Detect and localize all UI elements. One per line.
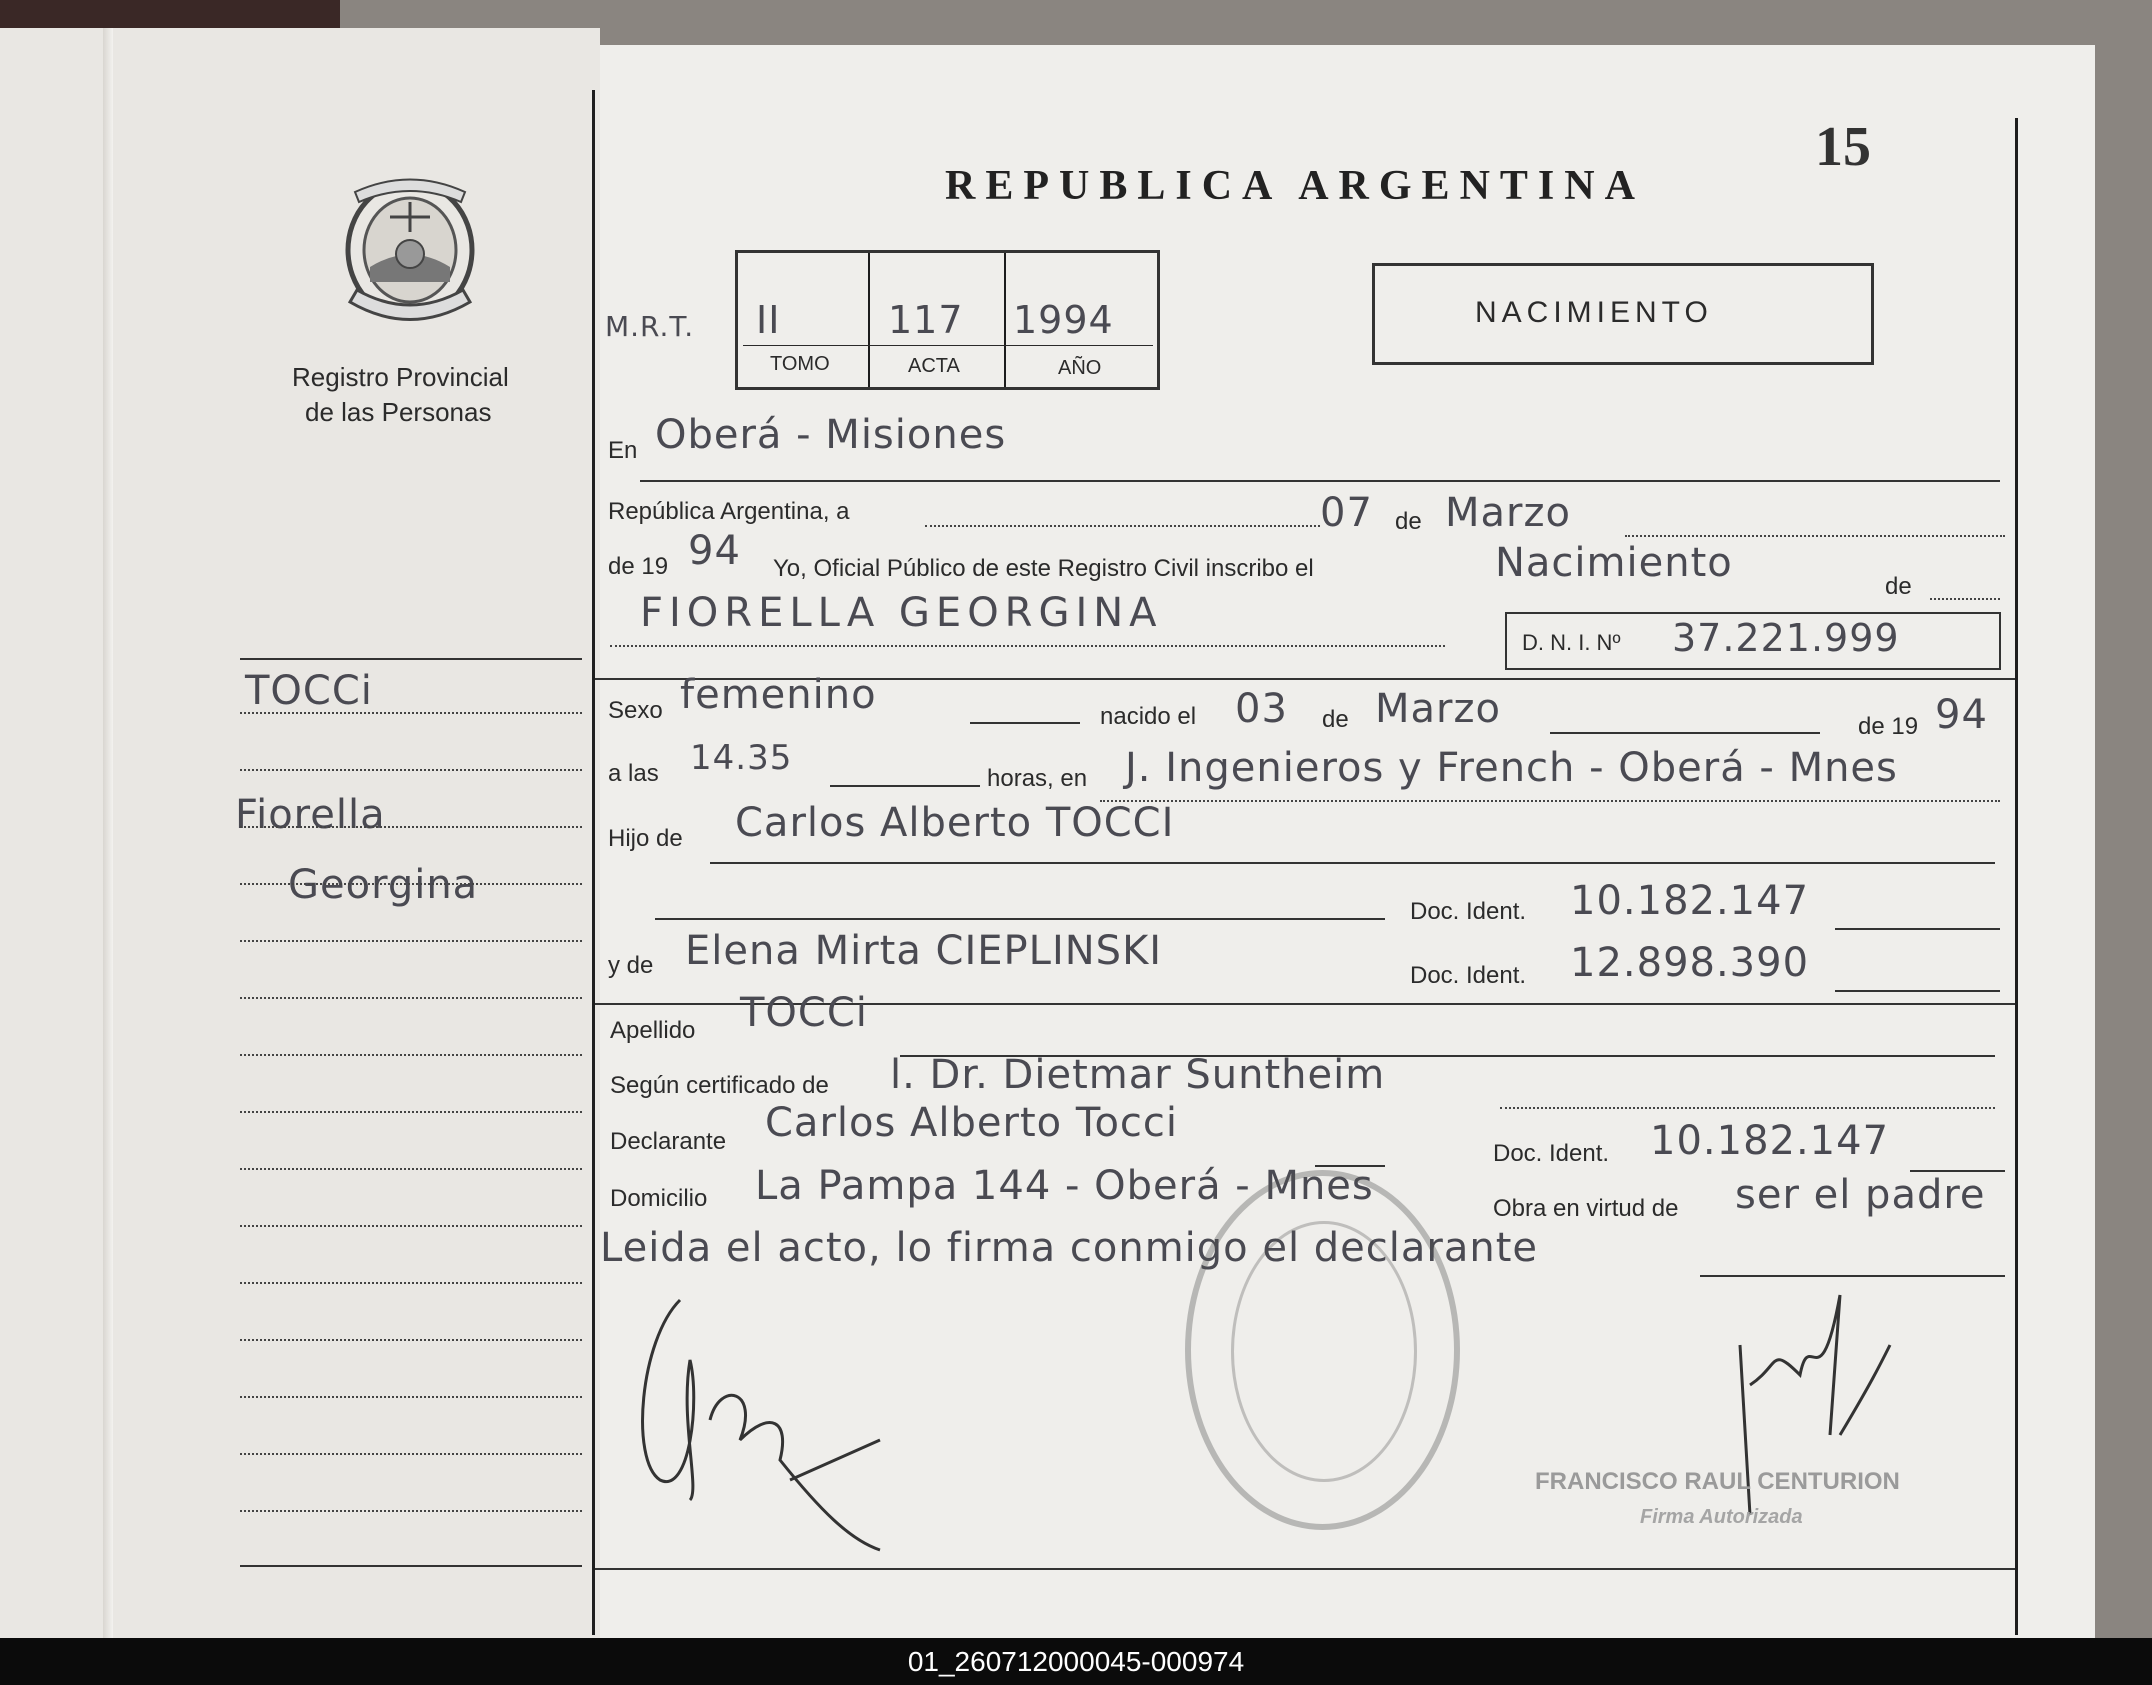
tomo-value: II bbox=[756, 298, 781, 342]
act-word-value: Nacimiento bbox=[1495, 540, 1733, 586]
margin-dotted-line bbox=[240, 1282, 582, 1284]
en-label: En bbox=[608, 437, 638, 464]
republica-label: República Argentina, a bbox=[608, 498, 850, 525]
de19-label-2: de 19 bbox=[1858, 713, 1919, 740]
birth-place-value: J. Ingenieros y French - Oberá - Mnes bbox=[1125, 745, 1898, 791]
domicilio-value: La Pampa 144 - Oberá - Mnes bbox=[755, 1163, 1374, 1209]
page-number: 15 bbox=[1815, 116, 1871, 178]
de-label-3: de bbox=[1322, 706, 1349, 733]
de19-label: de 19 bbox=[608, 553, 669, 580]
margin-dotted-line bbox=[240, 1396, 582, 1398]
margin-dotted-line bbox=[240, 997, 582, 999]
ano-value: 1994 bbox=[1013, 298, 1114, 342]
birth-day-value: 03 bbox=[1235, 686, 1288, 732]
doc-label-3: Doc. Ident. bbox=[1493, 1140, 1610, 1167]
misiones-seal-icon bbox=[335, 172, 485, 332]
margin-dotted-line bbox=[240, 1111, 582, 1113]
margin-dotted-line bbox=[240, 769, 582, 771]
doc-label: Doc. Ident. bbox=[1410, 898, 1527, 925]
closing-text: Leida el acto, lo firma conmigo el declarante bbox=[600, 1225, 1539, 1271]
book-edge bbox=[0, 0, 340, 30]
record-number-box bbox=[735, 250, 1160, 390]
birth-month-value: Marzo bbox=[1375, 686, 1501, 732]
margin-name-1: Fiorella bbox=[235, 792, 386, 838]
dni-value: 37.221.999 bbox=[1672, 616, 1900, 660]
declarant-signature bbox=[620, 1280, 910, 1570]
margin-dotted-line bbox=[240, 1168, 582, 1170]
dni-label: D. N. I. Nº bbox=[1522, 630, 1621, 655]
official-stamp bbox=[1185, 1170, 1460, 1530]
domicilio-label: Domicilio bbox=[610, 1185, 708, 1212]
tomo-label: TOMO bbox=[770, 353, 830, 375]
acta-label: ACTA bbox=[908, 355, 960, 377]
acta-value: 117 bbox=[888, 298, 964, 342]
declarante-label: Declarante bbox=[610, 1128, 727, 1155]
mother-doc-value: 12.898.390 bbox=[1570, 940, 1810, 986]
obra-value: ser el padre bbox=[1735, 1172, 1986, 1218]
margin-dotted-line bbox=[240, 883, 582, 885]
hijo-label: Hijo de bbox=[608, 825, 683, 852]
form-left-border bbox=[592, 90, 595, 1635]
book-spine bbox=[103, 28, 113, 1638]
margin-bottom-rule bbox=[240, 1565, 582, 1567]
sexo-value: femenino bbox=[680, 672, 877, 718]
apellido-label: Apellido bbox=[610, 1017, 696, 1044]
nacido-label: nacido el bbox=[1100, 703, 1197, 730]
margin-top-rule bbox=[240, 658, 582, 660]
de-label: de bbox=[1395, 508, 1422, 535]
official-title: Firma Autorizada bbox=[1640, 1506, 1803, 1528]
margin-dotted-line bbox=[240, 1510, 582, 1512]
obra-label: Obra en virtud de bbox=[1493, 1195, 1679, 1222]
file-caption: 01_260712000045-000974 bbox=[907, 1646, 1245, 1677]
year-value: 94 bbox=[688, 528, 741, 574]
a-las-label: a las bbox=[608, 760, 659, 787]
segun-value: l. Dr. Dietmar Suntheim bbox=[890, 1052, 1386, 1098]
y-de-label: y de bbox=[608, 952, 654, 979]
sexo-label: Sexo bbox=[608, 697, 663, 724]
horas-label: horas, en bbox=[987, 765, 1088, 792]
de-label-2: de bbox=[1885, 573, 1912, 600]
margin-dotted-line bbox=[240, 712, 582, 714]
margin-dotted-line bbox=[240, 1339, 582, 1341]
provincial-seal bbox=[335, 172, 485, 332]
margin-dotted-line bbox=[240, 826, 582, 828]
father-name-value: Carlos Alberto TOCCI bbox=[735, 800, 1175, 846]
dni-box bbox=[1505, 612, 2001, 670]
act-type-box bbox=[1372, 263, 1874, 365]
declarante-doc-value: 10.182.147 bbox=[1650, 1118, 1890, 1164]
mother-name-value: Elena Mirta CIEPLINSKI bbox=[685, 928, 1163, 974]
margin-surname: TOCCi bbox=[245, 668, 373, 714]
day-value: 07 bbox=[1320, 490, 1373, 536]
segun-label: Según certificado de bbox=[610, 1072, 829, 1099]
form-right-border bbox=[2015, 118, 2018, 1635]
yo-text: Yo, Oficial Público de este Registro Civil inscribo el bbox=[773, 555, 1314, 582]
act-type-label: NACIMIENTO bbox=[1475, 296, 1713, 329]
doc-label-2: Doc. Ident. bbox=[1410, 962, 1527, 989]
margin-dotted-line bbox=[240, 1453, 582, 1455]
margin-dotted-line bbox=[240, 1225, 582, 1227]
official-name: FRANCISCO RAUL CENTURION bbox=[1535, 1468, 1900, 1495]
apellido-value: TOCCi bbox=[740, 990, 868, 1036]
birth-year-value: 94 bbox=[1935, 692, 1988, 738]
declarante-value: Carlos Alberto Tocci bbox=[765, 1100, 1179, 1146]
place-value: Oberá - Misiones bbox=[655, 412, 1007, 458]
father-doc-value: 10.182.147 bbox=[1570, 878, 1810, 924]
time-value: 14.35 bbox=[690, 738, 793, 778]
margin-dotted-line bbox=[240, 1054, 582, 1056]
ano-label: AÑO bbox=[1058, 357, 1102, 379]
margin-dotted-line bbox=[240, 940, 582, 942]
child-name-value: FIORELLA GEORGINA bbox=[640, 590, 1163, 636]
registry-name-line2: de las Personas bbox=[305, 397, 492, 427]
margin-name-2: Georgina bbox=[288, 862, 479, 908]
month-value: Marzo bbox=[1445, 490, 1571, 536]
registry-name-line1: Registro Provincial bbox=[292, 362, 509, 392]
mrt-label: M.R.T. bbox=[605, 310, 695, 343]
country-title: REPUBLICA ARGENTINA bbox=[945, 163, 1645, 209]
